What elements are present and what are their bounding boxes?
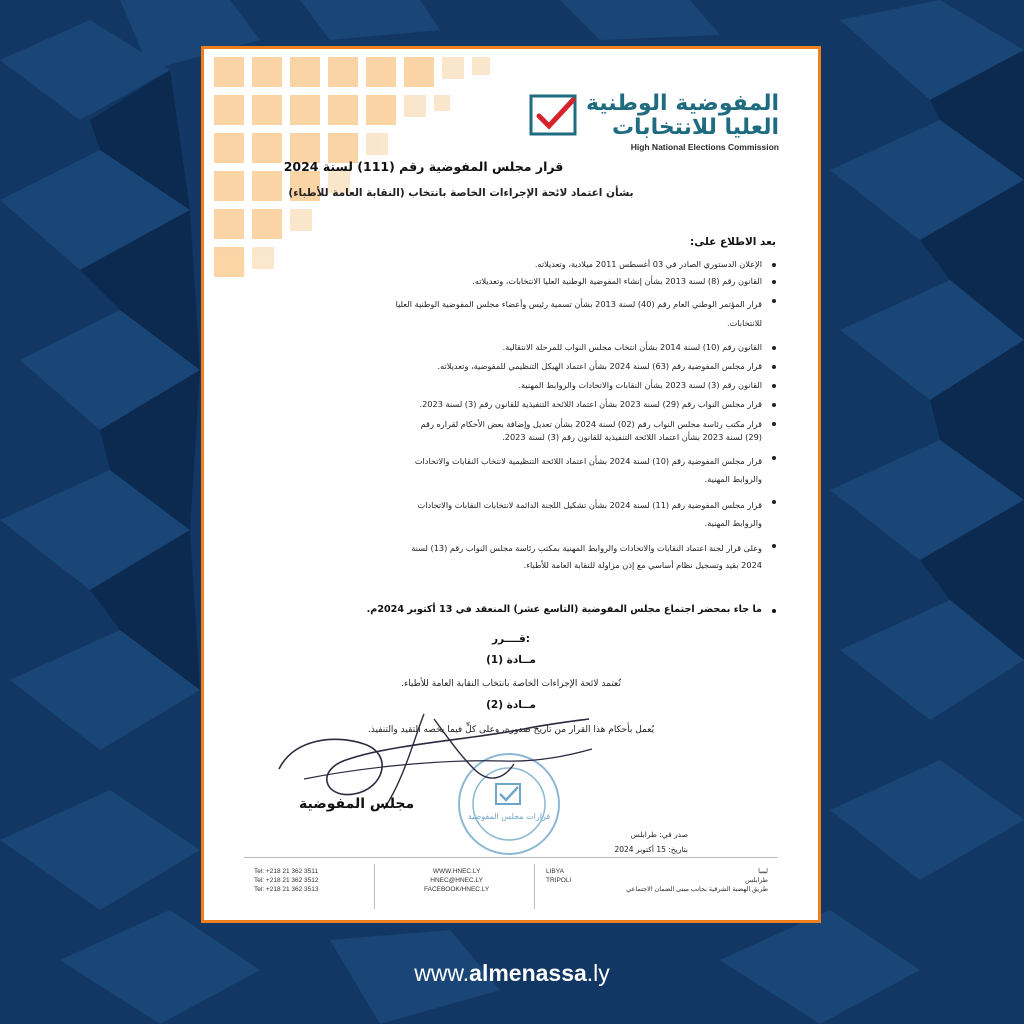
watermark-suffix: .ly [586, 960, 610, 986]
list-item: قرار مكتب رئاسة مجلس النواب رقم (02) لسنة 2024 بشأن تعديل وإضافة بعض الأحكام لقراره رقم (29) لسنة 2023 بشأن اعتماد اللائحة التنفيذية للقانون رقم (3) لسنة 2023. [252, 418, 778, 444]
list-item: قرار مجلس المفوضية رقم (10) لسنة 2024 بشأن اعتماد اللائحة التنظيمية لانتخاب النقابات والاتحادات والروابط المهنية. [252, 452, 778, 488]
meeting-minutes-item: ما جاء بمحضر اجتماع مجلس المفوضية (التاسع عشر) المنعقد في 13 أكتوبر 2024م. [252, 604, 778, 615]
list-item: قرار المؤتمر الوطني العام رقم (40) لسنة 2013 بشأن تسمية رئيس وأعضاء مجلس المفوضية الوطنية العليا للانتخابات. [252, 295, 778, 333]
footer-address-en [546, 867, 571, 885]
list-item: القانون رقم (10) لسنة 2014 بشأن انتخاب مجلس النواب للمرحلة الانتقالية. [252, 342, 778, 353]
decree-subtitle: بشأن اعتماد لائحة الإجراءات الخاصة بانتخاب (النقابة العامة للأطباء) [288, 187, 634, 199]
footer-street-ar: طريق الهضبة الشرقية بجانب مبنى الضمان الاجتماعي [626, 886, 768, 893]
issued-date: بتاريخ: 15 أكتوبر 2024 [614, 845, 688, 854]
seal-text: قرارات مجلس المفوضية [467, 812, 551, 821]
ballot-check-icon [529, 94, 577, 136]
footer-city-ar: طرابلس [745, 877, 768, 884]
logo-arabic-line1: المفوضية الوطنية [585, 91, 779, 116]
list-item: قرار مجلس المفوضية رقم (11) لسنة 2024 بشأن تشكيل اللجنة الدائمة لانتخابات النقابات والاتحادات والروابط المهنية. [252, 496, 778, 532]
footer-email-link[interactable]: HNEC@HNEC.LY [430, 877, 483, 884]
footer-phone: Tel: +218 21 362 3512 [254, 877, 319, 884]
list-item: وعلى قرار لجنة اعتماد النقابات والاتحادات والروابط المهنية بمكتب رئاسة مجلس النواب رقم (13) لسنة 2024 بقيد وتسجيل نظام أساسي مع إذن مزاولة للنقابة العامة للأطباء. [252, 540, 778, 574]
article-2-title: مــادة (2) [486, 699, 536, 711]
decree-title: قرار مجلس المفوضية رقم (111) لسنة 2024 [283, 159, 564, 174]
logo-arabic-line2: العليا للانتخابات [611, 115, 779, 140]
list-item: الإعلان الدستوري الصادر في 03 أغسطس 2011 ميلادية، وتعديلاته. [252, 259, 778, 270]
list-item: قرار مجلس النواب رقم (29) لسنة 2023 بشأن اعتماد اللائحة التنفيذية للقانون رقم (3) لسنة 2023. [252, 399, 778, 410]
footer-website-link[interactable]: WWW.HNEC.LY [432, 868, 481, 875]
footer-facebook-link[interactable]: FACEBOOK/HNEC.LY [424, 886, 490, 893]
footer-web [424, 867, 489, 894]
footer-country-ar: ليبيا [758, 868, 768, 875]
footer-separator [534, 864, 535, 909]
watermark-brand: almenassa [469, 960, 587, 986]
footer-phone: Tel: +218 21 362 3511 [254, 868, 319, 875]
article-1-text: تُعتمد لائحة الإجراءات الخاصة بانتخاب النقابة العامة للأطباء. [401, 679, 621, 689]
preamble-list [252, 259, 778, 574]
logo-english-name: High National Elections Commission [630, 142, 779, 152]
footer-country: LIBYA [546, 868, 564, 875]
list-item: القانون رقم (8) لسنة 2013 بشأن إنشاء المفوضية الوطنية العليا الانتخابات، وتعديلاته. [252, 276, 778, 287]
list-item: القانون رقم (3) لسنة 2023 بشأن النقابات والاتحادات والروابط المهنية. [252, 380, 778, 391]
decree-document [201, 46, 821, 923]
footer-divider [244, 857, 778, 858]
footer-city: TRIPOLI [546, 877, 572, 884]
list-item: قرار مجلس المفوضية رقم (63) لسنة 2024 بشأن اعتماد الهيكل التنظيمي للمفوضية، وتعديلاته. [252, 361, 778, 372]
decided-heading: قــــرر: [491, 633, 530, 645]
preamble-heading: بعد الاطلاع على: [690, 236, 776, 248]
council-signature-label: مجلس المفوضية [299, 796, 415, 812]
article-2-text: يُعمل بأحكام هذا القرار من تاريخ صدوره، وعلى كلٍّ فيما يخصه التقيد والتنفيذ. [367, 725, 655, 735]
footer-address-ar [626, 867, 768, 894]
issued-place: صدر في: طرابلس [630, 830, 688, 839]
footer-separator [374, 864, 375, 909]
issue-info [614, 827, 688, 857]
article-1-title: مــادة (1) [486, 654, 536, 666]
hnec-logo [529, 91, 779, 159]
footer-phone: Tel: +218 21 362 3513 [254, 886, 319, 893]
watermark-prefix: www. [414, 960, 470, 986]
watermark-url [0, 960, 1024, 987]
footer-phones [254, 867, 319, 894]
